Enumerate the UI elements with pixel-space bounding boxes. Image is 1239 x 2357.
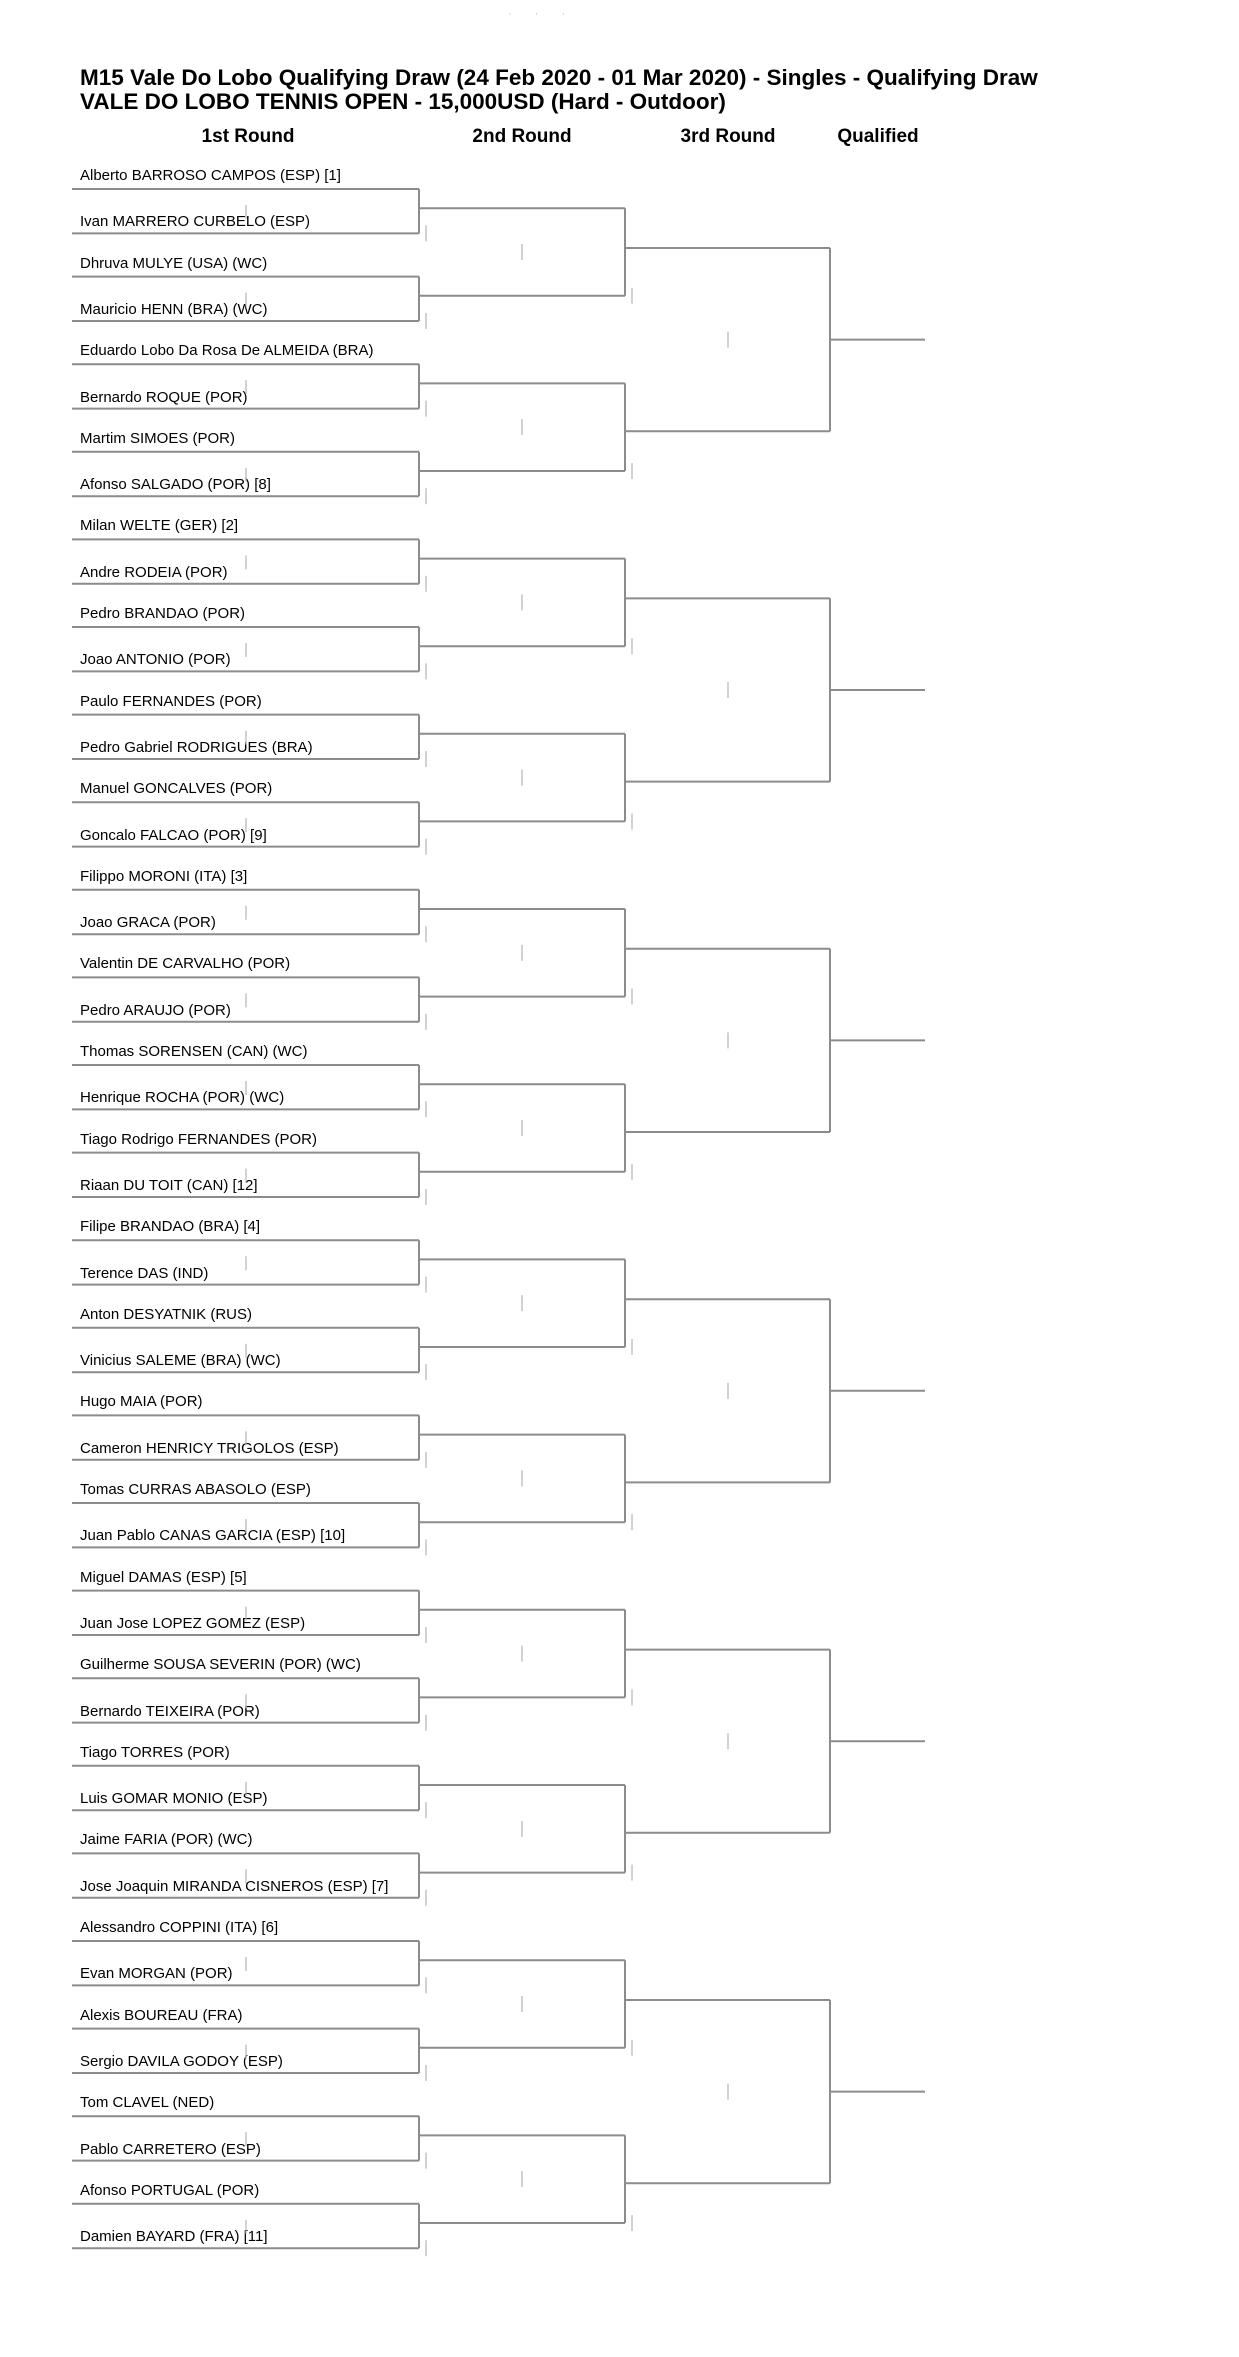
player-name: Pedro ARAUJO (POR): [80, 1001, 231, 1019]
player-name: Tiago Rodrigo FERNANDES (POR): [80, 1130, 318, 1148]
player-name: Tomas CURRAS ABASOLO (ESP): [80, 1481, 311, 1498]
player-name: Filipe BRANDAO (BRA) [4]: [80, 1218, 261, 1236]
player-name: Afonso SALGADO (POR) [8]: [80, 476, 271, 494]
player-name: Guilherme SOUSA SEVERIN (POR) (WC): [80, 1656, 361, 1674]
player-name: Evan MORGAN (POR): [80, 1965, 233, 1983]
player-name: Jose Joaquin MIRANDA CISNEROS (ESP) [7]: [80, 1877, 389, 1895]
player-name: Dhruva MULYE (USA) (WC): [80, 254, 268, 272]
round-header-3rd: 3rd Round: [680, 126, 776, 147]
player-name: Henrique ROCHA (POR) (WC): [80, 1089, 285, 1107]
player-name: Hugo MAIA (POR): [80, 1393, 203, 1411]
player-name: Bernardo ROQUE (POR): [80, 388, 248, 406]
player-name: Manuel GONCALVES (POR): [80, 780, 273, 798]
player-name: Thomas SORENSEN (CAN) (WC): [80, 1043, 308, 1060]
player-name: Alberto BARROSO CAMPOS (ESP) [1]: [80, 167, 341, 184]
player-name: Bernardo TEIXEIRA (POR): [80, 1702, 260, 1720]
player-name: Andre RODEIA (POR): [80, 563, 228, 581]
tournament-subtitle: VALE DO LOBO TENNIS OPEN - 15,000USD (Hard - Outdoor): [80, 89, 726, 114]
player-name: Vinicius SALEME (BRA) (WC): [80, 1352, 281, 1370]
round-header-qualified: Qualified: [837, 126, 919, 147]
player-name: Anton DESYATNIK (RUS): [80, 1305, 252, 1323]
player-name: Ivan MARRERO CURBELO (ESP): [80, 213, 311, 231]
player-name: Goncalo FALCAO (POR) [9]: [80, 826, 267, 844]
player-name: Luis GOMAR MONIO (ESP): [80, 1790, 268, 1808]
player-name: Eduardo Lobo Da Rosa De ALMEIDA (BRA): [80, 342, 374, 360]
player-name: Damien BAYARD (FRA) [11]: [80, 2228, 268, 2246]
player-name: Mauricio HENN (BRA) (WC): [80, 301, 268, 318]
player-name: Jaime FARIA (POR) (WC): [80, 1831, 253, 1849]
draw-title: M15 Vale Do Lobo Qualifying Draw (24 Feb 2020 - 01 Mar 2020) - Singles - Qualifying Draw: [80, 65, 1038, 90]
player-name: Joao ANTONIO (POR): [80, 651, 231, 669]
player-name: Sergio DAVILA GODOY (ESP): [80, 2053, 283, 2070]
player-name: Tiago TORRES (POR): [80, 1743, 230, 1761]
player-name: Paulo FERNANDES (POR): [80, 692, 262, 710]
player-name: Terence DAS (IND): [80, 1264, 209, 1282]
player-name: Pedro BRANDAO (POR): [80, 605, 246, 622]
player-name: Miguel DAMAS (ESP) [5]: [80, 1568, 247, 1586]
player-name: Tom CLAVEL (NED): [80, 2094, 215, 2112]
player-name: Cameron HENRICY TRIGOLOS (ESP): [80, 1439, 339, 1457]
player-name: Pedro Gabriel RODRIGUES (BRA): [80, 739, 313, 756]
round-header-2nd: 2nd Round: [472, 126, 572, 147]
player-name: Pablo CARRETERO (ESP): [80, 2140, 261, 2158]
player-name: Afonso PORTUGAL (POR): [80, 2181, 260, 2199]
player-name: Joao GRACA (POR): [80, 914, 216, 932]
player-name: Martim SIMOES (POR): [80, 429, 236, 447]
top-faint-marks: · · ·: [508, 8, 576, 20]
player-name: Alessandro COPPINI (ITA) [6]: [80, 1919, 279, 1936]
player-name: Valentin DE CARVALHO (POR): [80, 955, 291, 973]
player-name: Juan Jose LOPEZ GOMEZ (ESP): [80, 1615, 306, 1632]
player-name: Riaan DU TOIT (CAN) [12]: [80, 1177, 258, 1194]
player-name: Alexis BOUREAU (FRA): [80, 2006, 243, 2024]
player-name: Filippo MORONI (ITA) [3]: [80, 867, 248, 885]
player-name: Milan WELTE (GER) [2]: [80, 517, 239, 535]
round-header-1st: 1st Round: [201, 126, 295, 147]
player-name: Juan Pablo CANAS GARCIA (ESP) [10]: [80, 1527, 346, 1545]
